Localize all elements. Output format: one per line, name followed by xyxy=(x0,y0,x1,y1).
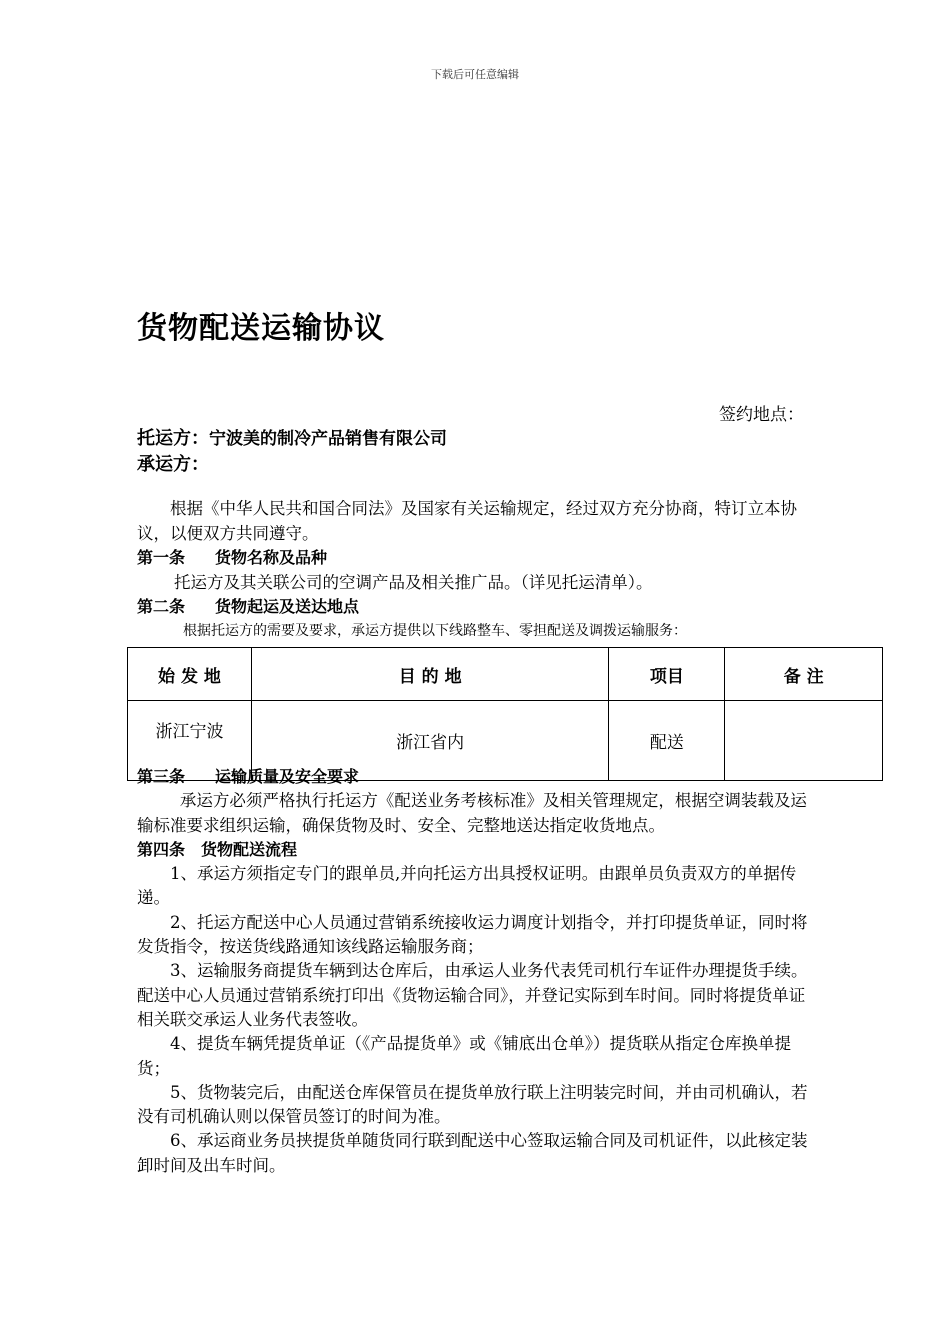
carrier-label: 承运方： xyxy=(137,454,209,475)
contract-body-top xyxy=(137,497,817,642)
list-item: 5、货物装完后，由配送仓库保管员在提货单放行联上注明装完时间，并由司机确认，若没有司机确认则以保管员签订的时间为准。 xyxy=(137,1082,808,1127)
document-title: 货物配送运输协议 xyxy=(137,311,385,346)
article-1-title: 货物名称及品种 xyxy=(215,548,328,567)
article-1-text: 托运方及其关联公司的空调产品及相关推广品。（详见托运清单）。 xyxy=(174,572,653,592)
header-item: 项目 xyxy=(609,648,725,701)
header-note: 下载后可任意编辑 xyxy=(431,68,519,81)
article-3-heading xyxy=(137,765,817,789)
article-4-title: 货物配送流程 xyxy=(201,839,298,859)
article-2-title: 货物起运及送达地点 xyxy=(215,597,360,616)
article-1-number: 第一条 xyxy=(137,548,186,567)
article-3-title: 运输质量及安全要求 xyxy=(215,767,360,786)
article-4-heading xyxy=(137,838,817,862)
list-item: 3、运输服务商提货车辆到达仓库后，由承运人业务代表凭司机行车证件办理提货手续。配送中心人员通过营销系统打印出《货物运输合同》，并登记实际到车时间。同时将提货单证相关联交承运人业务代表签收。 xyxy=(137,961,808,1029)
cell-origin: 浙江宁波 xyxy=(128,701,252,781)
article-2-number: 第二条 xyxy=(137,597,186,616)
consignor-name: 宁波美的制冷产品销售有限公司 xyxy=(209,429,447,449)
article-2-text: 根据托运方的需要及要求，承运方提供以下线路整车、零担配送及调拨运输服务： xyxy=(183,622,687,639)
article-3-number: 第三条 xyxy=(137,767,186,786)
article-2-heading xyxy=(137,595,817,620)
table-header-row xyxy=(128,648,883,701)
list-item: 6、承运商业务员挟提货单随货同行联到配送中心签取运输合同及司机证件，以此核定装卸时间及出车时间。 xyxy=(137,1131,808,1175)
intro-paragraph: 根据《中华人民共和国合同法》及国家有关运输规定，经过双方充分协商，特订立本协议，以便双方共同遵守。 xyxy=(137,499,797,543)
consignor-line xyxy=(137,424,447,450)
cell-destination: 浙江省内 xyxy=(251,701,609,781)
article-1-heading xyxy=(137,546,817,571)
signing-place-label: 签约地点： xyxy=(719,405,804,425)
article-3-text: 承运方必须严格执行托运方《配送业务考核标准》及相关管理规定，根据空调装载及运输标准要求组织运输，确保货物及时、安全、完整地送达指定收货地点。 xyxy=(137,791,807,835)
consignor-label: 托运方： xyxy=(137,428,209,449)
list-item: 1、承运方须指定专门的跟单员,并向托运方出具授权证明。由跟单员负责双方的单据传递。 xyxy=(137,864,797,908)
article-4-number: 第四条 xyxy=(137,839,186,859)
header-origin: 始 发 地 xyxy=(128,648,252,701)
header-destination: 目 的 地 xyxy=(251,648,609,701)
contract-body-bottom xyxy=(137,765,817,1178)
carrier-line xyxy=(137,450,209,476)
header-remarks: 备 注 xyxy=(725,648,883,701)
list-item: 4、提货车辆凭提货单证（《产品提货单》或《铺底出仓单》）提货联从指定仓库换单提货； xyxy=(137,1034,791,1078)
cell-item: 配送 xyxy=(609,701,725,781)
list-item: 2、托运方配送中心人员通过营销系统接收运力调度计划指令，并打印提货单证，同时将发货指令，按送货线路通知该线路运输服务商； xyxy=(137,912,808,957)
route-table xyxy=(127,647,883,781)
